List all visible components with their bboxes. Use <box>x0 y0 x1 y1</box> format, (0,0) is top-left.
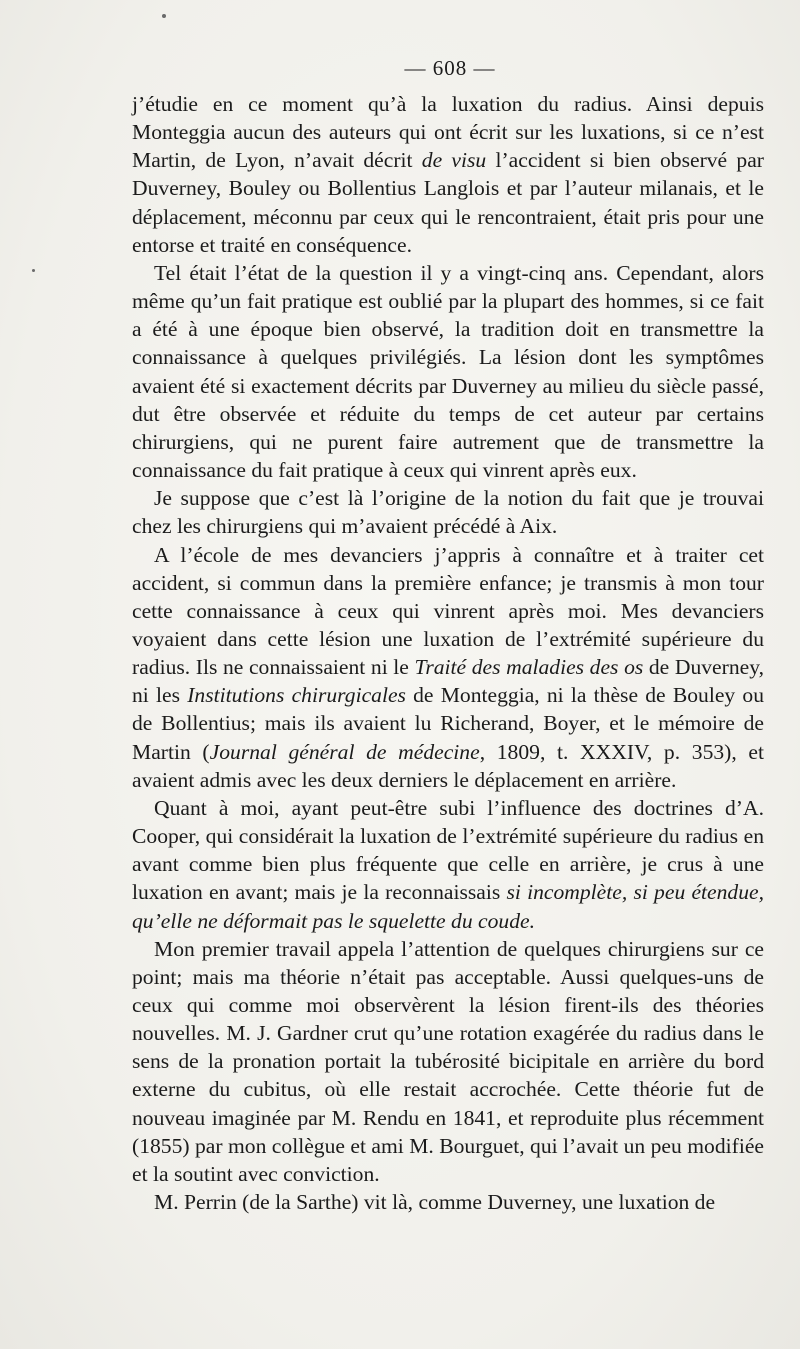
text-run: Je suppose que c’est là l’origine de la notion du fait que je trouvai chez les chirurgiens qui m’avaient précédé à Aix. <box>132 486 764 539</box>
paragraph <box>132 484 764 540</box>
text-run: A l’école de mes devanciers j’appris à connaître et à traiter cet accident, si commun dans la première enfance; je transmis à mon tour cette connaissance à ceux qui vinrent après moi. Mes devanciers voyaient dans cette lésion une luxation de l’extrémité supérieure du radius. Ils ne connaissaient ni le <box>132 542 764 680</box>
paragraph <box>132 90 764 259</box>
text-run: de Duverney, ni les <box>132 655 764 708</box>
text-run: l’accident si bien observé par Duverney, Bouley ou Bollentius Langlois et par l’auteur milanais, et le déplacement, méconnu par ceux qui le rencontraient, était pris pour une entorse et traité en conséquence. <box>132 148 764 257</box>
text-run: j’étudie en ce moment qu’à la luxation du radius. Ainsi depuis Monteggia aucun des auteurs qui ont écrit sur les luxations, si ce n’est Martin, de Lyon, n’avait décrit <box>132 92 764 173</box>
italic-text: Journal général de médecine <box>209 739 480 764</box>
paragraph <box>132 259 764 484</box>
text-run: Quant à moi, ayant peut-être subi l’influence des doctrines d’A. Cooper, qui considérait la luxation de l’extrémité supérieure du radius en avant comme bien plus fréquente que celle en arrière, je crus à une luxation en avant; mais je la reconnaissais <box>132 795 764 905</box>
text-run: Mon premier travail appela l’attention de quelques chirurgiens sur ce point; mais ma théorie n’était pas acceptable. Aussi quelques-uns de ceux qui comme moi observèrent la lésion firent-ils des théories nouvelles. M. J. Gardner crut qu’une rotation exagérée du radius dans le sens de la pronation portait la tubérosité bicipitale en arrière du bord externe du cubitus, où elle restait accrochée. Cette théorie fut de nouveau imaginée par M. Rendu en 1841, et reproduite plus récemment (1855) par mon collègue et ami M. Bourguet, qui l’avait un peu modifiée et la soutint avec conviction. <box>132 936 764 1186</box>
text-run: , 1809, t. XXXIV, p. 353), et avaient admis avec les deux derniers le déplacement en arrière. <box>132 739 764 792</box>
ink-speck <box>32 269 35 272</box>
text-run: M. Perrin (de la Sarthe) vit là, comme Duverney, une luxation de <box>154 1190 716 1215</box>
italic-text: Traité des maladies des os <box>414 655 644 680</box>
paragraph <box>132 794 764 935</box>
paragraph <box>132 1188 764 1216</box>
paragraph <box>132 541 764 794</box>
paragraph <box>132 935 764 1188</box>
body-text <box>132 90 764 1216</box>
italic-text: Institutions chirurgicales <box>187 683 406 708</box>
page-number: — 608 — <box>404 56 496 80</box>
text-run: Tel était l’état de la question il y a vingt-cinq ans. Cependant, alors même qu’un fait pratique est oublié par la plupart des hommes, si ce fait a été à une époque bien observé, la tradition doit en transmettre la connaissance à quelques privilégiés. La lésion dont les symptômes avaient été si exactement décrits par Duverney au milieu du siècle passé, dut être observée et réduite du temps de cet auteur par certains chirurgiens, qui ne purent faire autrement que de transmettre la connaissance du fait pratique à ceux qui vinrent après eux. <box>132 260 764 483</box>
text-run: de Monteggia, ni la thèse de Bouley ou de Bollentius; mais ils avaient lu Richerand, Boyer, et le mémoire de Martin ( <box>132 683 764 764</box>
italic-text: si incomplète, si peu étendue, qu’elle ne déformait pas le squelette du coude. <box>132 880 764 933</box>
ink-speck <box>162 14 166 18</box>
italic-text: de visu <box>421 148 487 173</box>
